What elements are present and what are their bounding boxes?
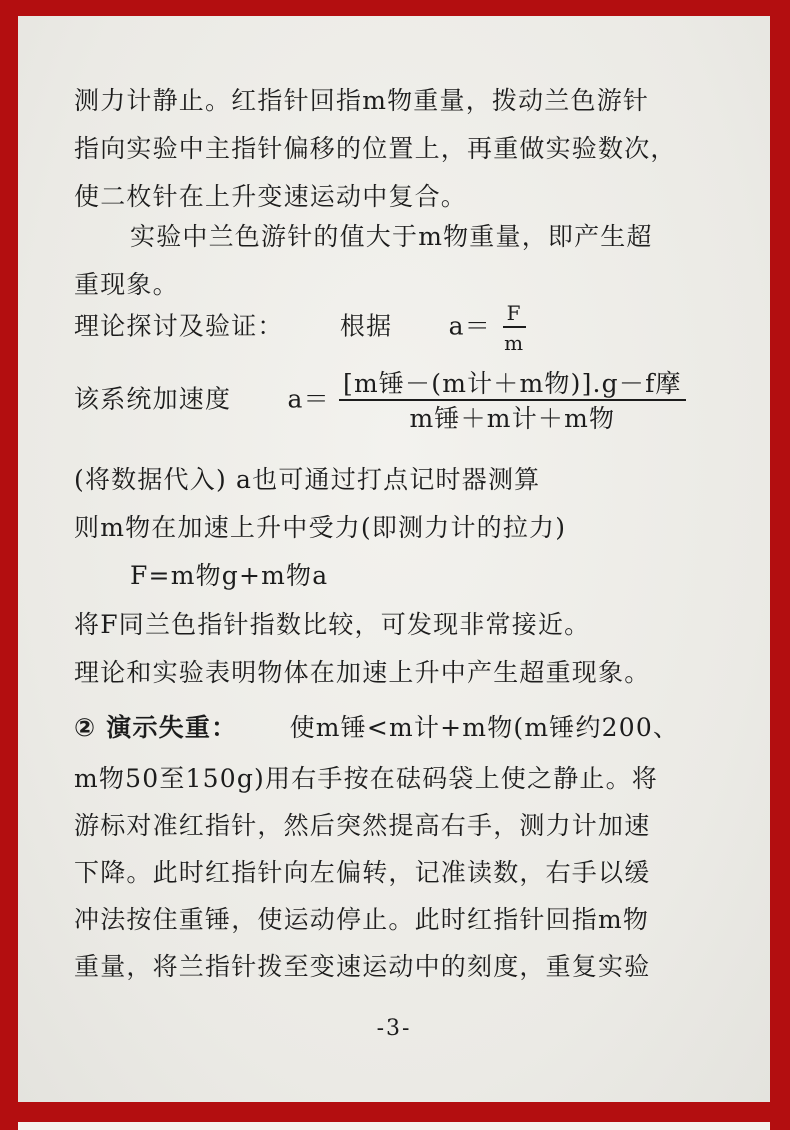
acceleration-fraction	[339, 371, 686, 431]
text-line: 游标对准红指针，然后突然提高右手，测力计加速	[74, 811, 651, 840]
document-page	[18, 16, 770, 1102]
text-line: 测力计静止。红指针回指m物重量，拨动兰色游针	[74, 86, 650, 115]
text-line: 指向实验中主指针偏移的位置上，再重做实验数次，	[74, 134, 677, 163]
acceleration-formula-line	[74, 371, 686, 431]
theory-formula-line	[74, 303, 528, 353]
text-line: (将数据代入) a也可通过打点记时器测算	[74, 465, 541, 494]
formula-lhs: a＝	[448, 311, 491, 341]
section-2-heading: ② 演示失重：	[74, 713, 238, 742]
text-line: 实验中兰色游针的值大于m物重量，即产生超	[130, 222, 653, 251]
section-2-text: 使m锤<m计+m物(m锤约200、	[289, 713, 680, 742]
text-line: 重现象。	[74, 270, 179, 299]
fraction-numerator: F	[503, 303, 526, 328]
section-2-line	[74, 713, 679, 743]
bottom-strip	[18, 1122, 770, 1130]
acceleration-label: 该系统加速度	[74, 384, 232, 414]
text-line: 理论和实验表明物体在加速上升中产生超重现象。	[74, 658, 651, 687]
text-line: 冲法按住重锤，使运动停止。此时红指针回指m物	[74, 905, 650, 934]
text-line: m物50至150g)用右手按在砝码袋上使之静止。将	[74, 764, 658, 793]
page-number: -3-	[376, 1016, 412, 1041]
fraction-denominator: m	[504, 331, 525, 355]
formula-lhs: a＝	[287, 384, 330, 414]
theory-label: 理论探讨及验证：	[74, 311, 284, 341]
newton-fraction	[500, 303, 528, 353]
according-label: 根据	[339, 311, 393, 341]
fraction-numerator: [m锤－(m计＋m物)].g－f摩	[339, 371, 686, 401]
text-line: 重量，将兰指针拨至变速运动中的刻度，重复实验	[74, 952, 651, 981]
text-line: 则m物在加速上升中受力(即测力计的拉力)	[74, 513, 567, 542]
text-line: 将F同兰色指针指数比较，可发现非常接近。	[74, 610, 591, 639]
force-formula-line: F=m物g+m物a	[130, 561, 329, 590]
fraction-denominator: m锤＋m计＋m物	[409, 404, 616, 433]
text-line: 下降。此时红指针向左偏转，记准读数，右手以缓	[74, 858, 651, 887]
text-line: 使二枚针在上升变速运动中复合。	[74, 182, 468, 211]
